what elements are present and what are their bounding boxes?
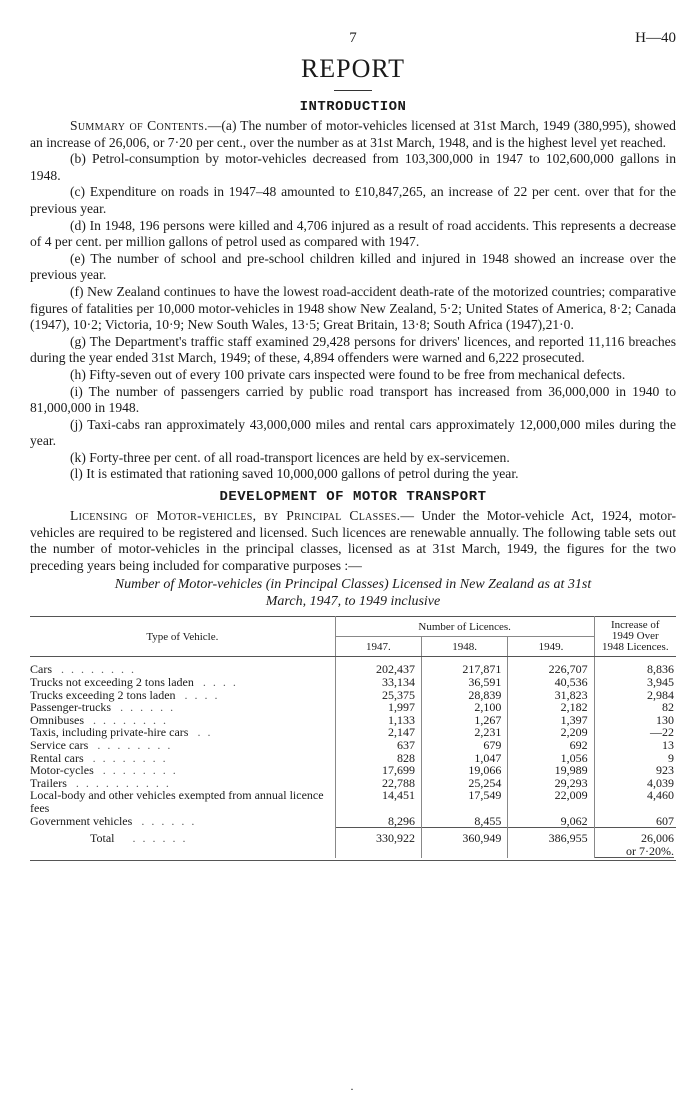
total-increase: 26,006 or 7·20%. [594,828,676,859]
licences-1949: 1,397 [508,714,594,727]
licences-1948: 17,549 [422,789,508,814]
leader-dots: . . [197,725,213,740]
total-row [30,828,676,859]
licences-table [30,616,676,858]
increase-value: 9 [594,752,676,765]
licences-1949: 29,293 [508,777,594,790]
vehicle-type: Omnibuses [30,712,84,727]
licences-1947: 14,451 [335,789,421,814]
licensing-lead-in: Licensing of Motor-vehicles, by Principal Classes. [70,508,401,524]
licences-1947: 1,997 [335,701,421,714]
licences-1947: 22,788 [335,777,421,790]
increase-value: 923 [594,764,676,777]
licences-1947: 8,296 [335,815,421,828]
vehicle-type-cell [30,789,335,814]
leader-dots: . . . . [202,675,238,690]
introduction-body [30,118,676,483]
vehicle-type: Cars [30,662,52,677]
licensing-paragraph: Licensing of Motor-vehicles, by Principal Classes.— Under the Motor-vehicle Act, 1924, motor-vehicles are required to be registered and licensed. Such licences are renewable annually. The following table sets out the number of motor-vehicles in the principal classes, licensed as at 31st March, 1949, the figures for the two preceding years being included for comparative purposes :— [30,508,676,573]
column-header-increase: Increase of 1949 Over 1948 Licences. [594,617,676,657]
summary-item-f: (f) New Zealand continues to have the lowest road-accident death-rate of the motorized countries; comparative figures of fatalities per 10,000 motor-vehicles in 1948 show New Zealand, 5·2; United States of America, 8·2; Canada (1947), 10·2; Victoria, 10·9; New South Wales, 13·5; Great Britain, 13·8; South Africa (1947),21·0. [30,283,676,333]
summary-item-k: (k) Forty-three per cent. of all road-transport licences are held by ex-servicemen. [70,449,510,465]
summary-item-b: (b) Petrol-consumption by motor-vehicles decreased from 103,300,000 in 1947 to 102,600,000 gallons in 1948. [30,151,676,183]
increase-value: 4,460 [594,789,676,814]
licences-1947: 202,437 [335,657,421,676]
summary-item-d: (d) In 1948, 196 persons were killed and 4,706 injured as a result of road accidents. This represents a decrease of 4 per cent. per million gallons of petrol used as compared with 1947. [30,217,676,250]
summary-item-i: (i) The number of passengers carried by public road transport has increased from 36,000,000 in 1940 to 81,000,000 in 1948. [30,383,676,416]
summary-item-c: (c) Expenditure on roads in 1947–48 amounted to £10,847,265, an increase of 22 per cent. over that for the previous year. [30,184,676,216]
licences-1948: 1,267 [422,714,508,727]
licences-1948: 2,231 [422,726,508,739]
licences-1949: 19,989 [508,764,594,777]
licences-1949: 40,536 [508,676,594,689]
licences-1948: 679 [422,739,508,752]
vehicle-type: Trucks exceeding 2 tons laden [30,687,176,702]
leader-dots: . . . . [184,687,220,702]
summary-lead-in: Summary of Contents. [70,118,208,133]
column-header-licences: Number of Licences. [335,617,594,636]
vehicle-type-cell [30,815,335,828]
table-row [30,815,676,828]
licences-1949: 226,707 [508,657,594,676]
licences-1947: 828 [335,752,421,765]
licences-1948: 36,591 [422,676,508,689]
leader-dots: . . . . . . . . [97,738,173,752]
document-page [30,30,676,861]
increase-value: 4,039 [594,777,676,790]
summary-item-l: (l) It is estimated that rationing saved 10,000,000 gallons of petrol during the year. [70,466,519,482]
licences-1948: 19,066 [422,764,508,777]
total-1948: 360,949 [422,828,508,859]
document-reference: H—40 [635,30,676,46]
licences-1947: 637 [335,739,421,752]
leader-dots: . . . . . . . . [92,750,168,765]
licences-1948: 28,839 [422,689,508,702]
title-rule [334,90,372,91]
licences-1948: 2,100 [422,701,508,714]
summary-item-h: (h) Fifty-seven out of every 100 private cars inspected were found to be free from mechanical defects. [70,366,626,382]
vehicle-type: Trailers [30,775,67,790]
licences-1948: 1,047 [422,752,508,765]
licences-1949: 31,823 [508,689,594,702]
licences-1947: 2,147 [335,726,421,739]
increase-value: 130 [594,714,676,727]
summary-item-g: (g) The Department's traffic staff examined 29,428 persons for drivers' licences, and reported 11,116 breaches during the year ended 31st March, 1949; of these, 4,894 offenders were warned and 6,222 prosecuted. [30,333,676,366]
leader-dots: . . . . . . . . [102,763,178,778]
column-header-1947: 1947. [335,636,421,657]
licences-1949: 9,062 [508,815,594,828]
licences-1948: 217,871 [422,657,508,676]
page-number: 7 [349,30,357,46]
vehicle-type: Trucks not exceeding 2 tons laden [30,675,194,690]
table-caption: Number of Motor-vehicles (in Principal Classes) Licensed in New Zealand as at 31st March, 1947, to 1949 inclusive [114,577,592,610]
page-header [30,30,676,52]
total-label: Total [90,830,115,845]
vehicle-type-cell [30,657,335,676]
leader-dots: . . . . . . [132,830,188,845]
vehicle-type: Passenger-trucks [30,700,112,715]
increase-value: 82 [594,701,676,714]
leader-dots: . . . . . . . . [93,712,168,727]
introduction-heading: INTRODUCTION [299,99,407,115]
development-heading: DEVELOPMENT OF MOTOR TRANSPORT [219,489,487,506]
licences-1949: 1,056 [508,752,594,765]
table-row [30,657,676,676]
increase-value: 2,984 [594,689,676,702]
licences-1949: 692 [508,739,594,752]
column-header-type: Type of Vehicle. [30,617,335,657]
increase-value: 8,836 [594,657,676,676]
vehicle-type: Rental cars [30,750,84,765]
page-mark: · [350,1082,354,1096]
increase-value: 607 [594,815,676,828]
licences-1947: 25,375 [335,689,421,702]
summary-item-a: Summary of Contents.—(a) The number of motor-vehicles licensed at 31st March, 1949 (380,995), showed an increase of 26,006, or 7·20 per cent., over the number as at 31st March, 1948, and is the highest level yet reached. [30,118,676,150]
increase-value: 3,945 [594,676,676,689]
column-header-1948: 1948. [422,636,508,657]
vehicle-type: Local-body and other vehicles exempted from annual licence fees [30,788,324,815]
increase-value: 13 [594,739,676,752]
summary-item-j: (j) Taxi-cabs ran approximately 43,000,000 miles and rental cars approximately 12,000,000 miles during the year. [30,416,676,449]
leader-dots: . . . . . . [120,700,176,715]
table-body [30,657,676,858]
licences-1947: 33,134 [335,676,421,689]
licences-1948: 8,455 [422,815,508,828]
total-1947: 330,922 [335,828,421,859]
leader-dots: . . . . . . . . . . [75,775,171,790]
licences-1947: 17,699 [335,764,421,777]
summary-item-e: (e) The number of school and pre-school children killed and injured in 1948 showed an increase over the previous year. [30,250,676,283]
total-1949: 386,955 [508,828,594,859]
table-row [30,789,676,814]
vehicle-type: Government vehicles [30,813,133,828]
column-header-1949: 1949. [508,636,594,657]
vehicle-type: Motor-cycles [30,763,94,778]
licences-1949: 2,209 [508,726,594,739]
vehicle-type: Service cars [30,738,89,752]
table-end-rule [30,860,676,861]
leader-dots: . . . . . . . . [61,662,136,677]
licences-1947: 1,133 [335,714,421,727]
total-increase-percent: or 7·20%. [595,845,674,859]
leader-dots: . . . . . . [141,813,197,828]
licences-1949: 2,182 [508,701,594,714]
licences-1948: 25,254 [422,777,508,790]
vehicle-type: Taxis, including private-hire cars [30,725,189,740]
licences-1949: 22,009 [508,789,594,814]
increase-value: —22 [594,726,676,739]
report-title: REPORT [300,54,406,83]
